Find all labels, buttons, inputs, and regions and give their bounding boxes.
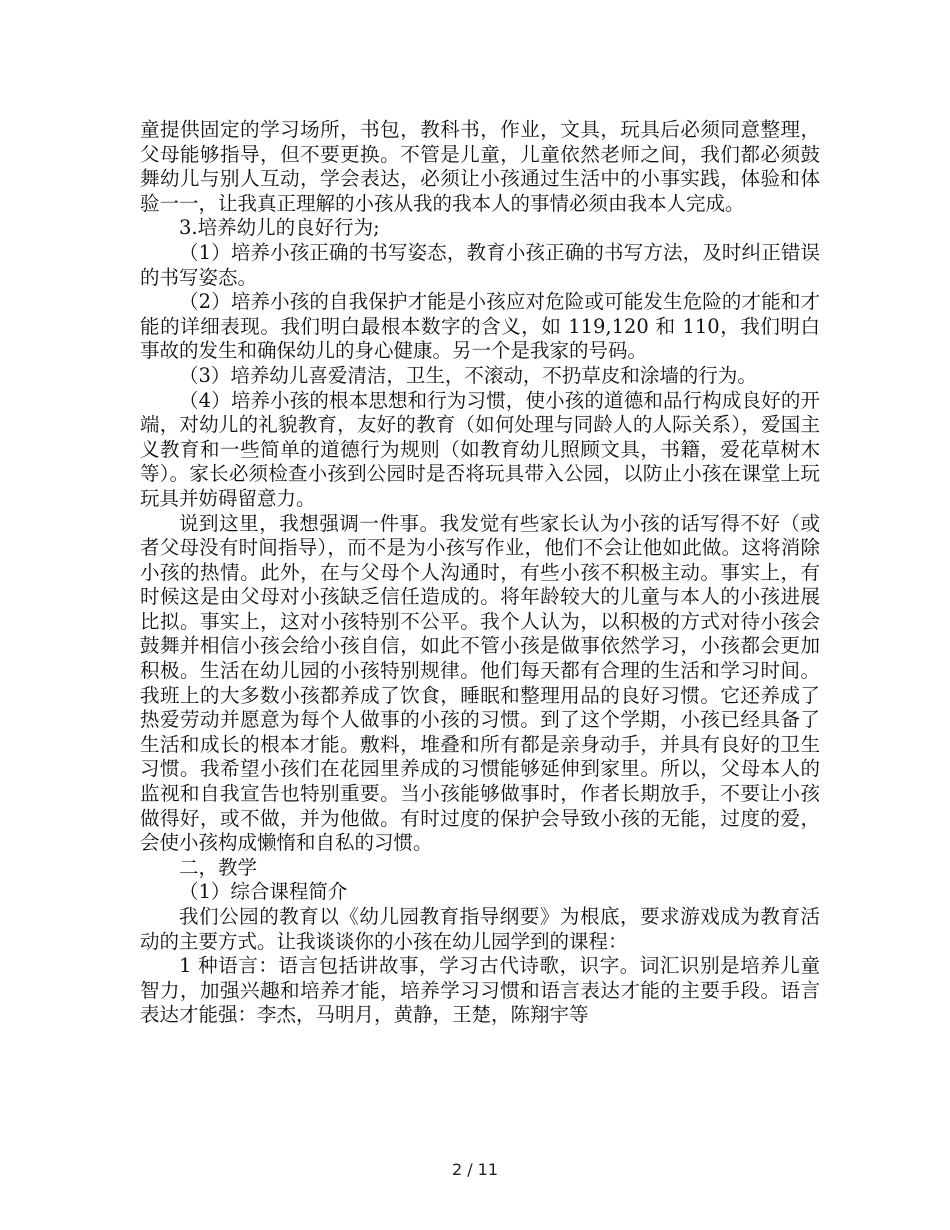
paragraph: 童提供固定的学习场所，书包，教科书，作业，文具，玩具后必须同意整理，父母能够指导，但不要更换。不管是儿童，儿童依然老师之间，我们都必须鼓舞幼儿与别人互动，学会表达，必须让小孩通过生活中的小事实践，体验和体验一一，让我真正理解的小孩从我的我本人的事情必须由我本人完成。 xyxy=(140,118,820,215)
section-heading-teaching: 二，教学 xyxy=(179,855,258,879)
paragraph: 1 种语言：语言包括讲故事，学习古代诗歌，识字。词汇识别是培养儿童智力，加强兴趣和培养才能，培养学习习惯和语言表达才能的主要手段。语言表达才能强：李杰，马明月，黄静，王楚，陈翔宇等 xyxy=(140,954,820,1027)
page-number: 2 / 11 xyxy=(451,1160,499,1179)
document-body xyxy=(140,118,820,1028)
paragraph: 我们公园的教育以《幼儿园教育指导纲要》为根底，要求游戏成为教育活动的主要方式。让我谈谈你的小孩在幼儿园学到的课程： xyxy=(140,905,820,953)
subsection-heading-curriculum: （1）综合课程简介 xyxy=(179,880,348,904)
section-heading-behavior: 3.培养幼儿的良好行为; xyxy=(179,216,380,240)
paragraph: （1）培养小孩正确的书写姿态，教育小孩正确的书写方法，及时纠正错误的书写姿态。 xyxy=(140,240,820,289)
paragraph: （3）培养幼儿喜爱清洁，卫生，不滚动，不扔草皮和涂墙的行为。 xyxy=(179,363,757,387)
paragraph: （2）培养小孩的自我保护才能是小孩应对危险或可能发生危险的才能和才能的详细表现。我们明白最根本数字的含义，如 119,120 和 110，我们明白事故的发生和确保幼儿的身心健康。另一个是我家的号码。 xyxy=(140,290,820,363)
paragraph: 说到这里，我想强调一件事。我发觉有些家长认为小孩的话写得不好（或者父母没有时间指导），而不是为小孩写作业，他们不会让他如此做。这将消除小孩的热情。此外，在与父母个人沟通时，有些小孩不积极主动。事实上，有时候这是由父母对小孩缺乏信任造成的。将年龄较大的儿童与本人的小孩进展比拟。事实上，这对小孩特别不公平。我个人认为，以积极的方式对待小孩会鼓舞并相信小孩会给小孩自信，如此不管小孩是做事依然学习，小孩都会更加积极。生活在幼儿园的小孩特别规律。他们每天都有合理的生活和学习时间。我班上的大多数小孩都养成了饮食，睡眠和整理用品的良好习惯。它还养成了热爱劳动并愿意为每个人做事的小孩的习惯。到了这个学期，小孩已经具备了生活和成长的根本才能。敷料，堆叠和所有都是亲身动手，并具有良好的卫生习惯。我希望小孩们在花园里养成的习惯能够延伸到家里。所以，父母本人的监视和自我宣告也特别重要。当小孩能够做事时，作者长期放手，不要让小孩做得好，或不做，并为他做。有时过度的保护会导致小孩的无能，过度的爱，会使小孩构成懒惰和自私的习惯。 xyxy=(140,511,820,855)
paragraph: （4）培养小孩的根本思想和行为习惯，使小孩的道德和品行构成良好的开端，对幼儿的礼貌教育，友好的教育（如何处理与同龄人的人际关系），爱国主义教育和一些简单的道德行为规则（如教育幼儿照顾文具，书籍，爱花草树木等）。家长必须检查小孩到公园时是否将玩具带入公园，以防止小孩在课堂上玩玩具并妨碍留意力。 xyxy=(140,388,820,510)
